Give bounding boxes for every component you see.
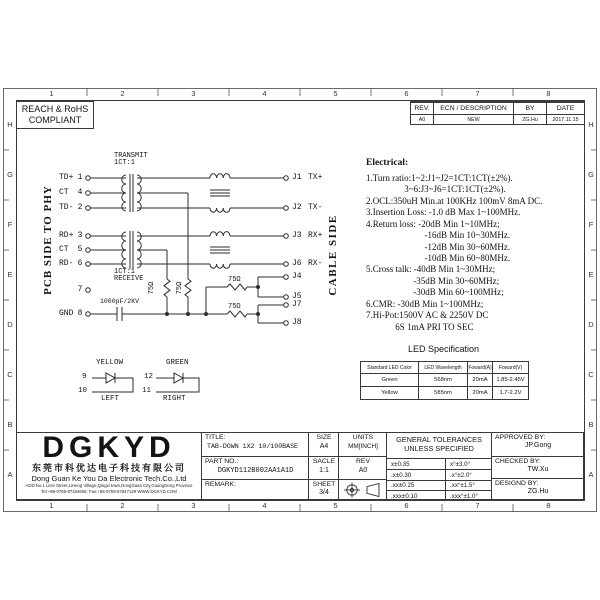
tolerance-value: x°±3.0° [445, 458, 492, 469]
tolerance-value: x±0.35 [387, 458, 445, 469]
frame-row-letter: G [588, 170, 594, 179]
part-no-row [202, 456, 309, 479]
jack-signal: RX- [308, 259, 323, 268]
sheet-cell [309, 479, 339, 499]
jack-label: J7 [292, 300, 302, 309]
electrical-line: 6S 1mA PRI TO SEC [366, 322, 474, 332]
compliance-line1: REACH & RoHS [21, 104, 89, 114]
checked-by-label: CHECKED BY: [495, 458, 541, 465]
jack-label: J5 [292, 292, 302, 301]
electrical-line: -12dB Min 30~60MHz. [366, 242, 511, 252]
tolerances-column [386, 433, 491, 499]
rev-header-rev: REV. [411, 102, 433, 114]
led-position-label: LEFT [101, 395, 120, 403]
size-label: SIZE [316, 434, 332, 441]
led-spec-cell: 20mA [467, 386, 492, 399]
pin-number: 7 [77, 285, 83, 294]
pin-number: 5 [77, 245, 83, 254]
approved-cell [492, 433, 584, 456]
transmit-label: TRANSMIT [114, 152, 148, 160]
frame-row-letter: H [588, 120, 594, 129]
electrical-line: 4.Return loss: -20dB Min 1~10MHz; [366, 219, 500, 229]
led-spec-header: Standard LED Color [367, 364, 412, 371]
frame-col-number: 5 [333, 89, 338, 98]
scale-value: 1:1 [319, 467, 329, 474]
frame-col-number: 2 [120, 501, 125, 510]
led-position-label: RIGHT [163, 395, 186, 403]
led-spec-table [360, 361, 529, 400]
electrical-line: 2.OCL:350uH Min.at 100KHz 100mV 8mA DC. [366, 196, 543, 206]
frame-row-letter: C [588, 370, 594, 379]
electrical-line: 6.CMR: -30dB Min 1~100MHz; [366, 299, 484, 309]
frame-col-number: 1 [49, 501, 54, 510]
designed-cell [492, 478, 584, 499]
frame-row-letter: B [7, 420, 13, 429]
led-color-label: GREEN [166, 359, 189, 367]
led-spec-cell: 1.7-2.2V [492, 386, 528, 399]
jack-label: J6 [292, 259, 302, 268]
led-spec-header: Foward(A) [467, 362, 492, 373]
projection-symbol-icon [341, 481, 385, 499]
cable-side-label: CABLE SIDE [327, 214, 339, 296]
size-cell [309, 433, 339, 456]
led-spec-title: LED Specification [407, 344, 480, 354]
led-green-symbol [156, 373, 199, 392]
led-spec-cell: 20mA [467, 373, 492, 386]
pin-label: TD- [59, 203, 74, 212]
resistor-value: 75Ω [228, 276, 241, 284]
remark-row [202, 479, 309, 499]
company-name-cn: 东莞市科优达电子科技有限公司 [31, 463, 186, 473]
led-pin-number: 9 [82, 373, 87, 381]
electrical-line: -30dB Min 60~100MHz; [366, 287, 504, 297]
frame-col-number: 3 [191, 501, 196, 510]
size-value: A4 [319, 443, 329, 450]
tolerance-value: .x±0.30 [387, 469, 445, 480]
part-no-label: PART NO.: [205, 458, 239, 465]
pin-label: CT [59, 188, 69, 197]
jack-label: J8 [292, 318, 302, 327]
tolerance-value: .xx±0.25 [387, 480, 445, 490]
designed-by-label: DESIGND BY: [495, 480, 539, 487]
led-spec-cell: Yellow [361, 386, 418, 399]
electrical-line: 1.Turn ratio:1~2:J1~J2=1CT:1CT(±2%). [366, 173, 513, 183]
frame-row-letter: A [588, 470, 594, 479]
led-pin-number: 11 [142, 387, 152, 395]
sheet-value: 3/4 [319, 489, 329, 496]
frame-row-letter: D [7, 320, 13, 329]
pin-number: 4 [77, 188, 83, 197]
units-column [338, 433, 386, 499]
rev-header-desc: ECN / DESCRIPTION [433, 102, 513, 114]
rev-header-date: DATE [546, 102, 584, 114]
pin-number: 6 [77, 259, 83, 268]
company-address: ADD:No.1 LiHe Street,LiHeng Village,Qingxi town,DongGuan City,GuangDong Province [25, 483, 193, 488]
transmit-ratio-label: 1CT:1 [114, 159, 136, 167]
frame-row-letter: A [7, 470, 13, 479]
pin-label: RD+ [59, 231, 74, 240]
frame-col-number: 7 [475, 501, 480, 510]
part-no-value: DGKYD112B002AA1A1D [217, 467, 294, 475]
units-cell [339, 433, 387, 456]
receive-transformer [90, 231, 210, 269]
frame-col-number: 7 [475, 89, 480, 98]
size-column [308, 433, 338, 499]
company-name-en: Dong Guan Ke You Da Electronic Tech.Co.,Ltd [31, 474, 187, 483]
electrical-line: -10dB Min 60~80MHz. [366, 253, 511, 263]
checked-cell [492, 456, 584, 478]
led-spec-cell: Green [361, 373, 418, 386]
frame-col-number: 1 [49, 89, 54, 98]
tolerance-value: .xxx±0.10 [387, 490, 445, 501]
pin-label: TD+ [59, 173, 74, 182]
frame-row-letter: H [7, 120, 13, 129]
frame-row-letter: E [7, 270, 13, 279]
transmit-choke [210, 174, 284, 213]
title-row [202, 433, 309, 456]
rev-label: REV [356, 458, 370, 465]
units-value: MM[INCH] [348, 443, 378, 450]
frame-col-number: 8 [546, 89, 551, 98]
led-spec-cell: 585nm [418, 386, 467, 399]
title-column [201, 433, 308, 499]
electrical-line: 3~6:J3~J6=1CT:1CT(±2%). [366, 184, 506, 194]
rev-cell-desc: NEW [433, 114, 513, 124]
tolerance-value: .xxx°±1.0° [445, 490, 492, 501]
led-pin-number: 12 [144, 373, 154, 381]
frame-col-number: 6 [404, 501, 409, 510]
receive-ratio-label: 1CT:1 [114, 268, 136, 276]
frame-col-number: 2 [120, 89, 125, 98]
electrical-line: -16dB Min 10~30MHz. [366, 230, 511, 240]
pin-number: 2 [77, 203, 83, 212]
rev-cell-by: ZG.Hu [513, 114, 546, 124]
approvals-column [491, 433, 583, 499]
designed-by-value: ZG.Hu [527, 488, 549, 495]
tolerances-header-line1: GENERAL TOLERANCES [396, 435, 482, 444]
frame-row-letter: C [7, 370, 13, 379]
pin-number: 1 [77, 173, 83, 182]
tolerance-value: .xx°±1.5° [445, 480, 492, 490]
revision-table [410, 101, 585, 125]
frame-row-letter: F [7, 220, 13, 229]
compliance-box [16, 101, 94, 129]
projection-cell [339, 479, 387, 499]
company-contact: Tel:+86-0769-87334606; Fax:+86-0769-87847129 WWW.DGKYD.COM [41, 488, 177, 494]
remark-label: REMARK: [205, 481, 236, 488]
tolerances-header-line2: UNLESS SPECIFIED [404, 444, 474, 453]
pin-number: 3 [77, 231, 83, 240]
frame-row-letter: D [588, 320, 594, 329]
frame-col-number: 5 [333, 501, 338, 510]
receive-label: RECEIVE [114, 275, 144, 283]
led-spec-header: Foward(V) [492, 362, 528, 373]
jack-signal: TX- [308, 203, 323, 212]
jack-label: J1 [292, 173, 302, 182]
title-label: TITLE: [205, 434, 226, 441]
jack-signal: TX+ [308, 173, 323, 182]
frame-row-letter: G [7, 170, 13, 179]
title-value: TAB-DOWN 1X2 10/100BASE [207, 443, 299, 450]
pin-label: RD- [59, 259, 74, 268]
units-label: UNITS [352, 434, 374, 441]
electrical-line: 3.Insertion Loss: -1.0 dB Max 1~100MHz. [366, 207, 521, 217]
frame-col-number: 4 [262, 89, 267, 98]
scale-cell [309, 456, 339, 479]
resistor-value: 75Ω [228, 303, 241, 311]
resistor-value: 75Ω [176, 281, 184, 295]
led-spec-cell: 1.85-2.45V [492, 373, 528, 386]
jack-label: J3 [292, 231, 302, 240]
electrical-line: -35dB Min 30~60MHz; [366, 276, 500, 286]
transmit-transformer [90, 174, 210, 212]
scale-label: SACLE [312, 458, 336, 465]
led-color-label: YELLOW [96, 359, 124, 367]
company-logo: DGKYD [42, 431, 176, 464]
compliance-line2: COMPLIANT [28, 115, 82, 125]
approved-by-value: JP.Gong [524, 442, 552, 449]
tolerances-grid [387, 458, 491, 501]
electrical-line: 7.Hi-Pot:1500V AC & 2250V DC [366, 310, 489, 320]
capacitor-value: 1000pF/2KV [100, 298, 140, 305]
approved-by-label: APPROVED BY: [495, 434, 546, 441]
frame-col-number: 6 [404, 89, 409, 98]
pin-number: 8 [77, 309, 83, 318]
receive-choke [210, 232, 284, 269]
rev-cell-rev: A0 [411, 114, 433, 124]
frame-col-number: 3 [191, 89, 196, 98]
company-block [17, 433, 201, 499]
jack-label: J4 [292, 272, 302, 281]
electrical-title: Electrical: [366, 158, 409, 168]
rev-header-by: BY [513, 102, 546, 114]
pin-label: CT [59, 245, 69, 254]
rev-cell [339, 456, 387, 479]
rev-cell-date: 2017.11.15 [546, 114, 584, 124]
resistor-value: 75Ω [148, 281, 156, 295]
electrical-line: 5.Cross talk: -40dB Min 1~30MHz; [366, 264, 496, 274]
sheet-label: SHEET [312, 481, 336, 488]
jack-label: J2 [292, 203, 302, 212]
led-spec-header: LED Wavelength [418, 362, 467, 373]
rev-value: A0 [358, 467, 368, 474]
tolerances-header [387, 435, 491, 458]
led-spec-cell: 568nm [418, 373, 467, 386]
frame-row-letter: F [588, 220, 594, 229]
frame-col-number: 4 [262, 501, 267, 510]
frame-row-letter: B [588, 420, 594, 429]
checked-by-value: TW.Xu [527, 466, 549, 473]
title-block [16, 432, 584, 500]
jack-signal: RX+ [308, 231, 323, 240]
pin-label: GND [59, 309, 74, 318]
frame-row-letter: E [588, 270, 594, 279]
tolerance-value: .x°±2.0° [445, 469, 492, 480]
frame-col-number: 8 [546, 501, 551, 510]
led-pin-number: 10 [78, 387, 88, 395]
pcb-side-label: PCB SIDE TO PHY [42, 185, 54, 295]
led-yellow-symbol [92, 373, 133, 392]
